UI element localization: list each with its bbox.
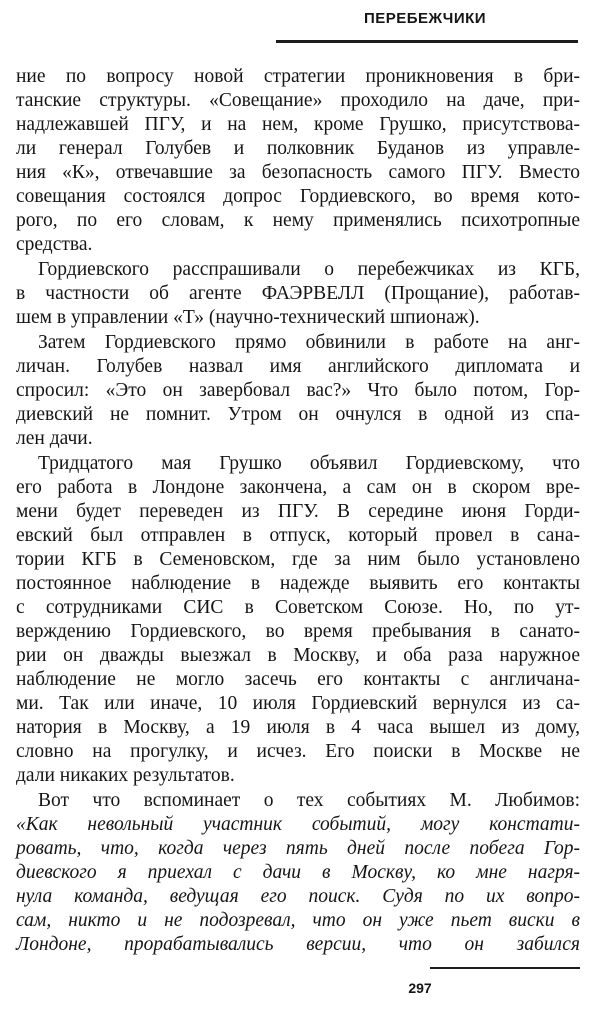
text-line: совещания состоялся допрос Гордиевского, во время кото- [16,186,580,207]
paragraph-first-line: Затем Гордиевского прямо обвинили в работе на анг- [38,332,580,353]
text-line: ния «К», отвечавшие за безопасность самого ПГУ. Вместо [16,162,580,183]
quote-line: «Как невольный участник событий, могу констати- [16,814,580,835]
text-line: евский был отправлен в отпуск, который провел в сана- [16,525,580,546]
running-header: ПЕРЕБЕЖЧИКИ [363,9,487,27]
quote-line: Лондоне, прорабатывались версии, что он забился [16,934,580,955]
text-line: его работа в Лондоне закончена, а сам он в скором вре- [16,477,580,498]
text-line: надлежавшей ПГУ, и на нем, кроме Грушко, присутствова- [16,114,580,135]
text-line: танские структуры. «Совещание» проходило на даче, при- [16,90,580,111]
text-line: мени будет переведен из ПГУ. В середине июня Горди- [16,501,580,522]
text-line: с сотрудниками СИС в Советском Союзе. Но, по ут- [16,597,580,618]
quote-line: нула команда, ведущая его поиск. Судя по их вопро- [16,886,580,907]
footer-rule [430,967,580,969]
text-line: верждению Гордиевского, во время пребывания в санато- [16,621,580,642]
text-line: наблюдение не могло засечь его контакты с англичана- [16,669,580,690]
text-line: дали никаких результатов. [16,765,235,786]
text-line: спросил: «Это он завербовал вас?» Что было потом, Гор- [16,380,580,401]
text-line: тории КГБ в Семеновском, где за ним было установлено [16,549,580,570]
text-line: средства. [16,234,93,255]
text-line: рого, по его словам, к нему применялись психотропные [16,210,580,231]
text-line: ли генерал Голубев и полковник Буданов из управле- [16,138,580,159]
text-line: диевский не помнит. Утром он очнулся в одной из спа- [16,404,580,425]
header-rule [276,40,578,43]
text-line: постоянное наблюдение в надежде выявить его контакты [16,573,580,594]
text-line: словно на прогулку, и исчез. Его поиски в Москве не [16,741,580,762]
quote-line: сам, никто и не подозревал, что он уже пьет виски в [16,910,580,931]
text-line: натория в Москву, а 19 июля в 4 часа вышел из дому, [16,717,580,738]
paragraph-first-line: Вот что вспоминает о тех событиях М. Любимов: [38,790,580,811]
text-line: лен дачи. [16,428,93,449]
text-line: ние по вопросу новой стратегии проникновения в бри- [16,66,580,87]
text-line: шем в управлении «Т» (научно-технический шпионаж). [16,307,480,328]
paragraph-first-line: Тридцатого мая Грушко объявил Гордиевскому, что [38,453,580,474]
quote-line: ровать, что, когда через пять дней после побега Гор- [16,838,580,859]
paragraph-first-line: Гордиевского расспрашивали о перебежчиках из КГБ, [38,259,580,280]
quote-line: диевского я приехал с дачи в Москву, ко мне нагря- [16,862,580,883]
text-line: личан. Голубев назвал имя английского дипломата и [16,356,580,377]
text-line: ми. Так или иначе, 10 июля Гордиевский вернулся из са- [16,693,580,714]
text-line: рии он дважды выезжал в Москву, и оба раза наружное [16,645,580,666]
page-number: 297 [408,980,432,996]
text-line: в частности об агенте ФАЭРВЕЛЛ (Прощание), работав- [16,283,580,304]
